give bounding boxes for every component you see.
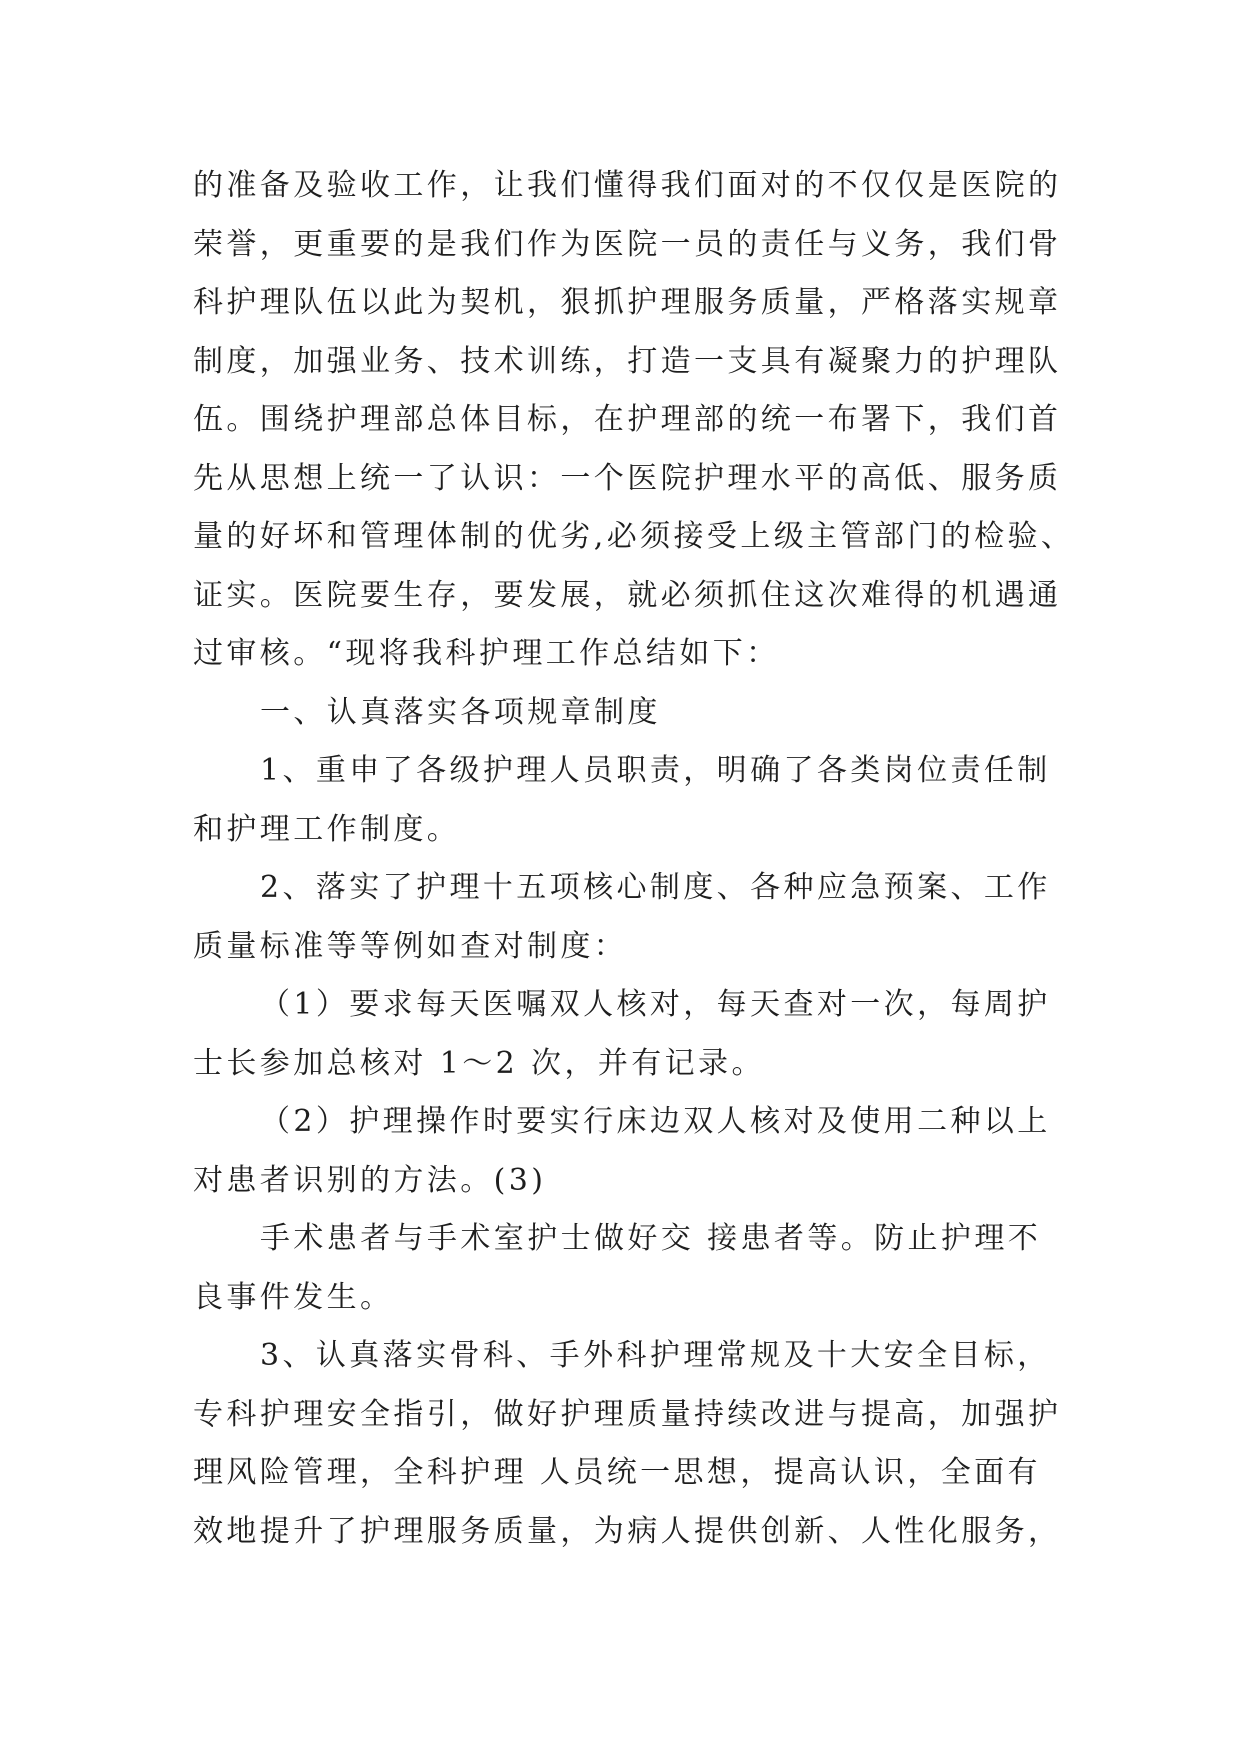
text-line: 和护理工作制度。: [193, 811, 461, 847]
text-line: 3、认真落实骨科、手外科护理常规及十大安全目标，: [260, 1338, 1051, 1373]
text-line: 对患者识别的方法。(3): [193, 1162, 547, 1198]
paragraph-subitem-2: [193, 1093, 1093, 1210]
section-heading-text: 一、认真落实各项规章制度: [260, 694, 661, 730]
text-line: 证实。医院要生存，要发展，就必须抓住这次难得的机遇通: [193, 577, 1062, 613]
text-line: 手术患者与手术室护士做好交 接患者等。防止护理不: [260, 1221, 1042, 1256]
text-line: 荣誉，更重要的是我们作为医院一员的责任与义务，我们骨: [193, 226, 1062, 262]
paragraph-subitem-1: [193, 976, 1093, 1093]
paragraph-intro: [193, 157, 1093, 684]
text-line: 质量标准等等例如查对制度：: [193, 928, 628, 964]
text-line: 1、重申了各级护理人员职责，明确了各类岗位责任制: [260, 753, 1051, 788]
text-line: 过审核。“现将我科护理工作总结如下：: [193, 636, 780, 671]
text-line: 先从思想上统一了认识：一个医院护理水平的高低、服务质: [193, 460, 1062, 496]
text-line: 良事件发生。: [193, 1279, 394, 1315]
document-body: [193, 157, 1093, 1561]
text-line: 专科护理安全指引，做好护理质量持续改进与提高，加强护: [193, 1396, 1062, 1432]
text-line: 制度，加强业务、技术训练，打造一支具有凝聚力的护理队: [193, 343, 1062, 379]
paragraph-item-1: [193, 742, 1093, 859]
section-heading: [193, 684, 1093, 743]
text-line: （1）要求每天医嘱双人核对，每天查对一次，每周护: [260, 987, 1051, 1022]
paragraph-item-3: [193, 1327, 1093, 1561]
text-line: 伍。围绕护理部总体目标，在护理部的统一布署下，我们首: [193, 402, 1062, 437]
text-line: 士长参加总核对 1～2 次，并有记录。: [193, 1045, 765, 1081]
text-line: 2、落实了护理十五项核心制度、各种应急预案、工作: [260, 870, 1051, 905]
paragraph-subitem-3: [193, 1210, 1093, 1327]
text-line: （2）护理操作时要实行床边双人核对及使用二种以上: [260, 1104, 1051, 1139]
paragraph-item-2: [193, 859, 1093, 976]
text-line: 科护理队伍以此为契机，狠抓护理服务质量，严格落实规章: [193, 285, 1062, 320]
text-line: 理风险管理，全科护理 人员统一思想，提高认识，全面有: [193, 1455, 1041, 1490]
text-line: 的准备及验收工作，让我们懂得我们面对的不仅仅是医院的: [193, 168, 1062, 203]
text-line: 量的好坏和管理体制的优劣,必须接受上级主管部门的检验、: [193, 519, 1075, 554]
text-line: 效地提升了护理服务质量，为病人提供创新、人性化服务，: [193, 1513, 1062, 1549]
